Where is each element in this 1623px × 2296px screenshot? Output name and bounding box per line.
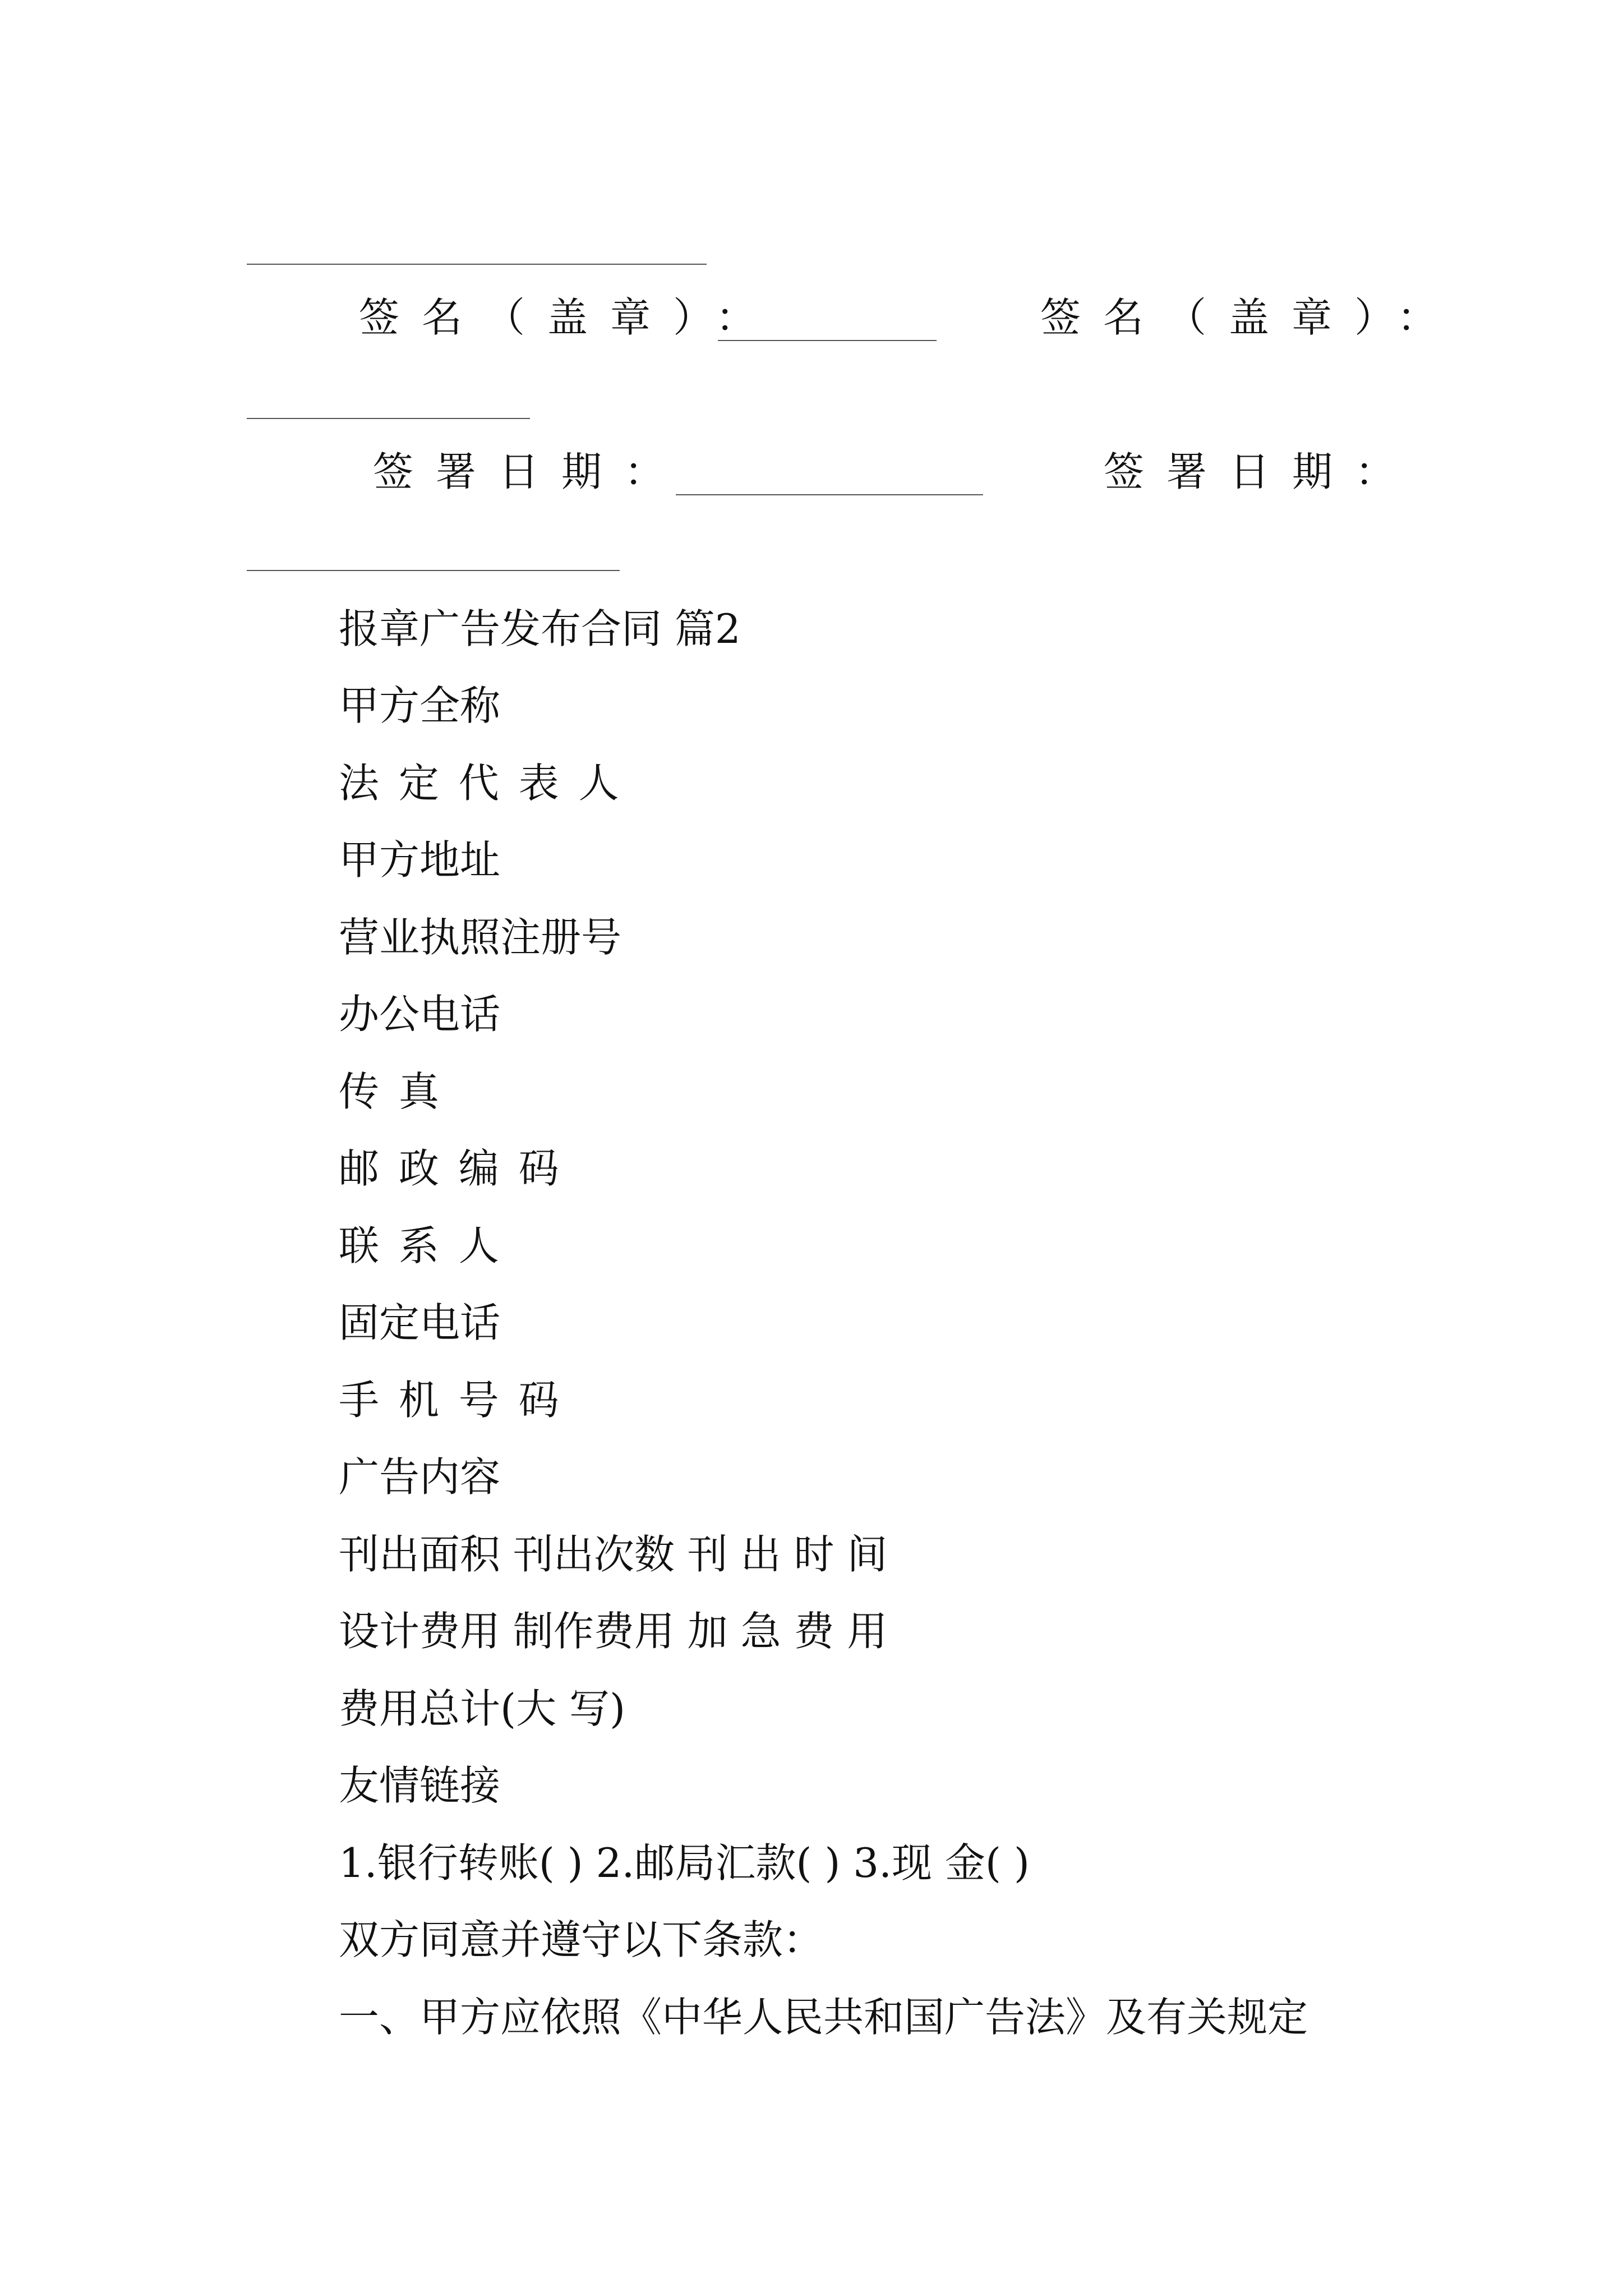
sign-label-party-b: 签名（盖章）： (1040, 294, 1460, 341)
terms-intro: 双方同意并遵守以下条款： (339, 1916, 824, 1963)
field-fax: 传 真 (339, 1068, 442, 1115)
field-contact-person: 联 系 人 (339, 1222, 502, 1269)
date-blank-party-a (676, 494, 983, 495)
clause-1: 一、甲方应依照《中华人民共和国广告法》及有关规定 (339, 1994, 1308, 2041)
date-label-party-b: 签署日期： (1104, 448, 1418, 495)
field-total-fee: 费用总计(大 写) (339, 1685, 626, 1732)
field-business-license-no: 营业执照注册号 (339, 914, 622, 961)
sign-label-party-a: 签名（盖章）： (359, 294, 779, 341)
field-fees: 设计费用 制作费用 加 急 费 用 (339, 1608, 888, 1655)
field-legal-representative: 法 定 代 表 人 (339, 760, 623, 807)
top-underline (247, 264, 707, 265)
field-landline: 固定电话 (339, 1299, 501, 1346)
field-party-a-address: 甲方地址 (339, 836, 501, 884)
field-office-phone: 办公电话 (339, 991, 501, 1038)
sign-blank-party-b (247, 418, 530, 419)
date-label-party-a: 签署日期： (373, 448, 688, 495)
field-mobile: 手 机 号 码 (339, 1377, 562, 1424)
field-party-a-name: 甲方全称 (339, 682, 501, 729)
contract-heading: 报章广告发布合同 篇2 (339, 605, 741, 652)
sign-blank-party-a (718, 340, 937, 341)
field-ad-content: 广告内容 (339, 1453, 501, 1501)
payment-methods: 1.银行转账( ) 2.邮局汇款( ) 3.现 金( ) (339, 1839, 1030, 1887)
field-postal-code: 邮 政 编 码 (339, 1145, 562, 1192)
field-links: 友情链接 (339, 1762, 501, 1809)
field-publication-details: 刊出面积 刊出次数 刊 出 时 间 (339, 1531, 888, 1578)
date-blank-party-b (247, 570, 620, 571)
